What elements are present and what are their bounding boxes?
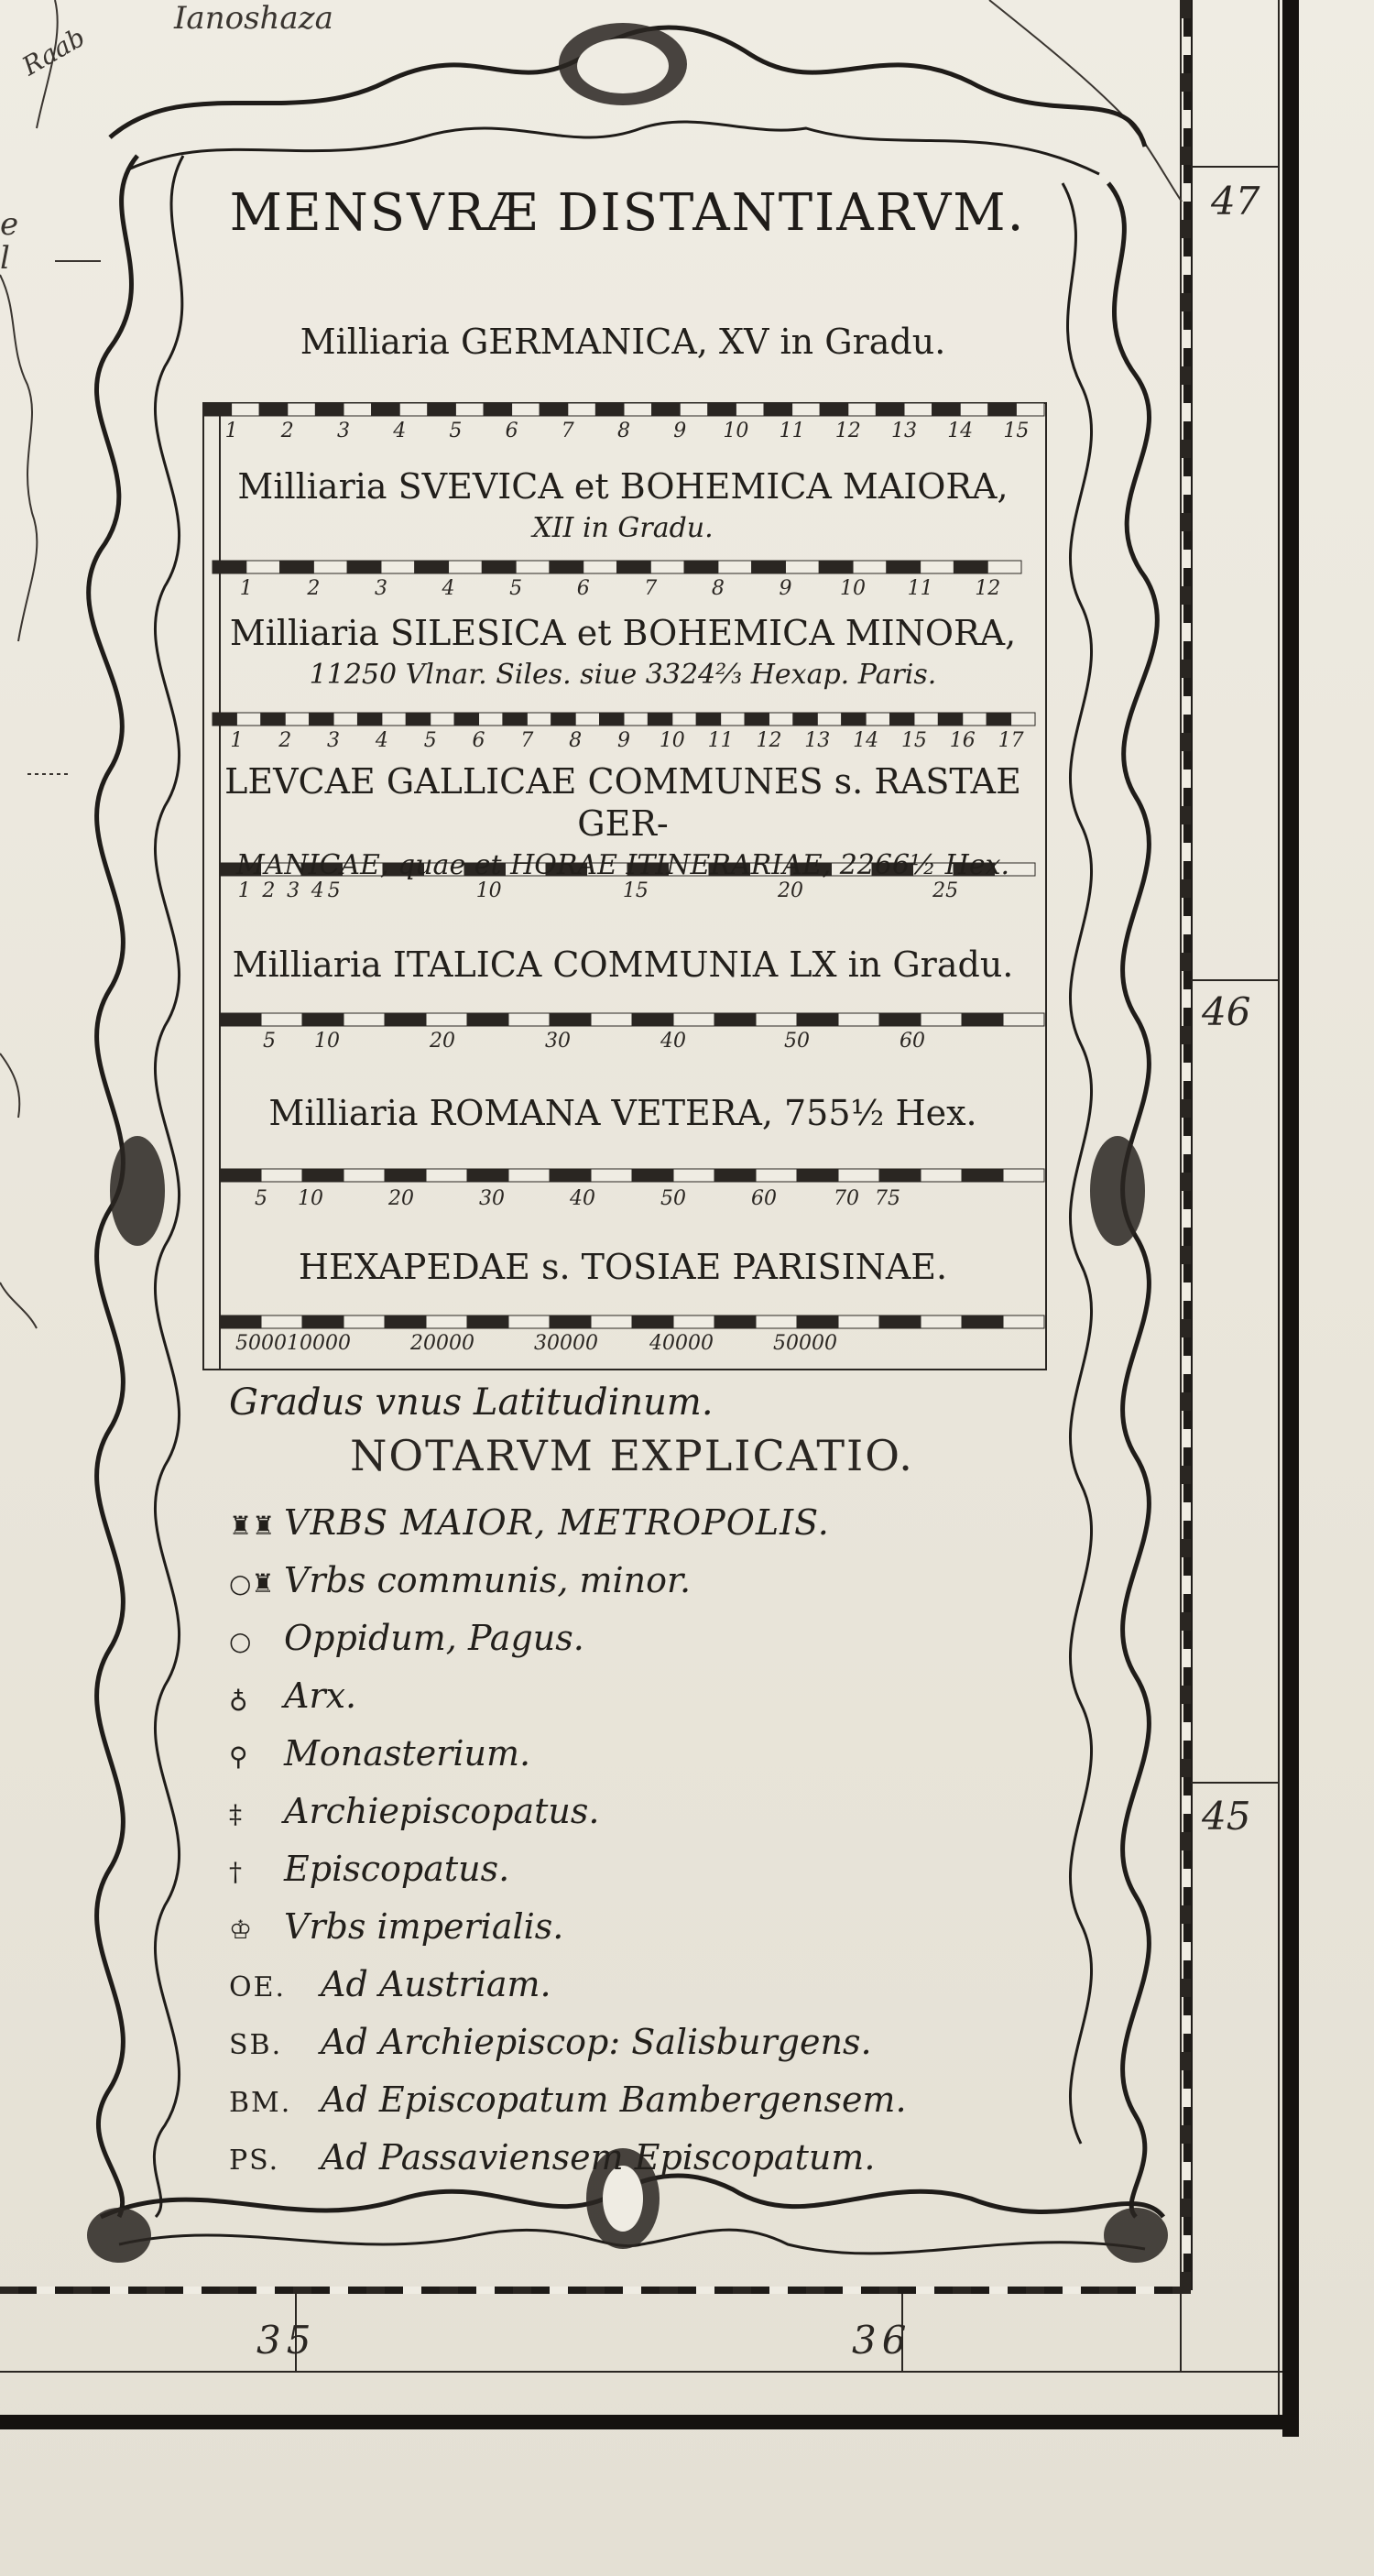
scale-bar-segment	[381, 561, 415, 573]
legend-item	[229, 1675, 356, 1716]
scale-tick-label: 10	[840, 577, 867, 600]
scale-bar-segment	[512, 403, 540, 416]
scale-bar-segment	[617, 561, 651, 573]
scale-tick-label: 50000	[773, 1332, 837, 1355]
scale-bar-segment	[527, 713, 551, 726]
scale-label-line: HEXAPEDAE s. TOSIAE PARISINAE.	[298, 1247, 948, 1287]
scale-tick-label: 5000	[235, 1332, 287, 1355]
scale-bar-segment	[962, 1315, 1003, 1328]
legend-text: Episcopatus.	[284, 1849, 510, 1889]
scale-bar-segment	[842, 713, 866, 726]
scale-label-line: Milliaria SVEVICA et BOHEMICA MAIORA,	[237, 466, 1009, 507]
scale-tick-label: 11	[707, 729, 734, 752]
scale-tick-label: 12	[756, 729, 782, 752]
scale-label-6	[202, 1092, 1044, 1134]
scale-bar-segment	[820, 403, 848, 416]
scale-bar-segment	[838, 1013, 879, 1026]
scale-tick-label: 1	[224, 420, 238, 442]
scale-tick-label: 10	[723, 420, 749, 442]
scale-bar-segment	[797, 1013, 838, 1026]
legend-item	[229, 2137, 875, 2178]
scale-bar-segment	[921, 1013, 962, 1026]
scale-label-line: Milliaria ITALICA COMMUNIA LX in Gradu.	[232, 944, 1014, 985]
scale-tick-label: 3	[374, 577, 387, 600]
scale-bar-segment	[261, 713, 285, 726]
scale-bar-segment	[285, 713, 309, 726]
scale-tick-label: 7	[644, 577, 658, 600]
scale-bar-segment	[428, 403, 456, 416]
legend-symbol: PS.	[229, 2145, 280, 2177]
scale-tick-label: 5	[509, 577, 523, 600]
scale-bar-segment	[261, 1315, 302, 1328]
legend-text: VRBS MAIOR, METROPOLIS.	[284, 1502, 830, 1543]
scale-tick-label: 15	[1003, 420, 1030, 442]
scale-bar-segment	[673, 1169, 714, 1182]
scale-bar-segment	[344, 1013, 385, 1026]
scale-bar-segment	[632, 1013, 673, 1026]
scale-bar-segment	[797, 1315, 838, 1328]
scale-label-line: Milliaria GERMANICA, XV in Gradu.	[300, 322, 946, 362]
scale-tick-label: 30	[545, 1030, 571, 1053]
scale-bar-segment	[932, 403, 961, 416]
scale-tick-label: 60	[900, 1030, 925, 1053]
scale-tick-label: 20	[388, 1187, 414, 1210]
legend-item	[229, 1791, 599, 1831]
scale-bar-segment	[385, 1013, 426, 1026]
scale-tick-label: 30000	[534, 1332, 598, 1355]
scale-bar-segment	[756, 1013, 797, 1026]
legend-item	[229, 1618, 584, 1658]
scale-tick-label: 5	[327, 879, 341, 902]
scale-bar-segment	[963, 713, 987, 726]
scale-bar-segment	[879, 1169, 921, 1182]
scale-bar-segment	[455, 403, 484, 416]
scale-bar-segment	[600, 713, 624, 726]
scale-bar-segment	[745, 713, 769, 726]
map-label-janoshaza: Ianoshaza	[174, 0, 333, 37]
cartouche-title: MENSVRÆ DISTANTIARVM.	[229, 183, 1026, 243]
scale-bar-segment	[921, 1315, 962, 1328]
scale-bar-segment	[550, 1315, 591, 1328]
scale-bar-segment	[962, 1169, 1003, 1182]
scale-tick-label: 4	[393, 420, 407, 442]
legend-symbol: ‡	[229, 1799, 242, 1829]
scale-tick-label: 11	[779, 420, 805, 442]
legend-symbol: ○	[229, 1626, 252, 1656]
scale-bar-segment	[540, 403, 568, 416]
legend-item	[229, 1502, 830, 1543]
scale-tick-label: 12	[834, 420, 861, 442]
scale-tick-label: 50	[784, 1030, 810, 1053]
scale-tick-label: 3	[287, 879, 300, 902]
scale-tick-label: 10	[475, 879, 502, 902]
scale-tick-label: 25	[932, 879, 959, 902]
legend-text: Archiepiscopatus.	[284, 1791, 600, 1831]
map-label-edge-l: l	[0, 240, 10, 277]
scale-tick-label: 40000	[649, 1332, 714, 1355]
scale-bar-segment	[385, 1169, 426, 1182]
map-label-edge-e: e	[0, 206, 19, 243]
scale-bar-segment	[673, 1013, 714, 1026]
scale-bar-segment	[714, 1315, 756, 1328]
scale-bar-segment	[220, 1169, 261, 1182]
scale-bar-segment	[652, 403, 681, 416]
scale-tick-label: 8	[711, 577, 725, 600]
scale-bar-segment	[591, 1013, 632, 1026]
scale-tick-label: 1	[237, 879, 251, 902]
scale-bar-segment	[756, 1315, 797, 1328]
scale-bar-segment	[575, 713, 599, 726]
scale-tick-label: 10	[298, 1187, 323, 1210]
scale-bar-segment	[344, 1315, 385, 1328]
scale-bar-segment	[987, 713, 1010, 726]
scale-bar-segment	[516, 561, 550, 573]
latitude-label-47: 47	[1211, 179, 1260, 224]
scale-tick-label: 16	[949, 729, 976, 752]
scale-bar-segment	[454, 713, 478, 726]
scale-tick-label: 50	[660, 1187, 686, 1210]
map-border-right-heavy	[1282, 0, 1299, 2437]
scale-bar-segment	[838, 1315, 879, 1328]
scale-bar-segment	[764, 403, 792, 416]
scale-bar-segment	[792, 403, 821, 416]
scale-tick-label: 2	[280, 420, 294, 442]
legend-item	[229, 2079, 907, 2120]
scale-tick-label: 7	[520, 729, 534, 752]
scale-bar-segment	[426, 1315, 467, 1328]
map-label-raab: Raab	[16, 21, 91, 82]
scale-bar-segment	[962, 1013, 1003, 1026]
scale-tick-label: 9	[673, 420, 687, 442]
scale-tick-label: 6	[576, 577, 590, 600]
scale-tick-label: 70	[834, 1187, 859, 1210]
scale-label-7	[202, 1246, 1044, 1288]
scale-bar-segment	[406, 713, 430, 726]
scale-tick-label: 5	[423, 729, 437, 752]
scale-bar-segment	[315, 403, 344, 416]
scale-tick-label: 14	[947, 420, 974, 442]
scale-bar-segment	[960, 403, 988, 416]
scale-bar-segment	[357, 713, 381, 726]
scale-bar-segment	[914, 713, 938, 726]
scale-bar-segment	[819, 561, 853, 573]
scale-bar-segment	[302, 1315, 344, 1328]
scale-label-1	[202, 321, 1044, 363]
scale-bar-segment	[261, 1169, 302, 1182]
scale-bar-segment	[482, 561, 516, 573]
scale-tick-label: 9	[617, 729, 630, 752]
scale-bar-segment	[988, 403, 1017, 416]
legend-item	[229, 1849, 509, 1889]
scale-bar-segment	[236, 713, 260, 726]
scale-bar-segment	[591, 1315, 632, 1328]
scale-bar-segment	[310, 713, 333, 726]
scale-tick-label: 17	[998, 729, 1024, 752]
legend-text: Ad Passaviensem Episcopatum.	[321, 2137, 876, 2178]
scale-bar-segment	[568, 403, 596, 416]
scale-tick-label: 10	[659, 729, 685, 752]
scale-bar-segment	[680, 403, 708, 416]
scale-label-line: Milliaria ROMANA VETERA, 755½ Hex.	[268, 1093, 977, 1133]
scale-bar-segment	[673, 1315, 714, 1328]
latitude-label-46: 46	[1202, 989, 1251, 1034]
scale-bar-segment	[938, 713, 962, 726]
scale-bar-segment	[672, 713, 696, 726]
scale-bar-segment	[785, 561, 819, 573]
scale-bar-segment	[503, 713, 527, 726]
latitude-label-45: 45	[1202, 1794, 1251, 1839]
scale-bar-segment	[1016, 403, 1044, 416]
scale-tick-label: 12	[975, 577, 1001, 600]
scale-bar-segment	[848, 403, 877, 416]
degree-note: Gradus vnus Latitudinum.	[229, 1381, 714, 1424]
scale-bar-segment	[333, 713, 357, 726]
scale-label-line: LEVCAE GALLICAE COMMUNES s. RASTAE GER-	[224, 761, 1021, 844]
scale-bar-segment	[213, 561, 246, 573]
scale-tick-label: 10	[314, 1030, 340, 1053]
scale-label-line: XII in Gradu.	[532, 512, 714, 544]
scale-bar-segment	[793, 713, 817, 726]
scale-bar-segment	[415, 561, 449, 573]
scale-tick-label: 8	[569, 729, 583, 752]
scale-bar-segment	[550, 561, 583, 573]
scale-tick-label: 13	[891, 420, 917, 442]
scale-bar-segment	[756, 1169, 797, 1182]
scale-bar-segment	[449, 561, 483, 573]
scale-bar-segment	[714, 1013, 756, 1026]
legend-text: Monasterium.	[284, 1733, 531, 1774]
scale-bar-segment	[1003, 1169, 1044, 1182]
scale-tick-label: 30	[479, 1187, 505, 1210]
map-border-bottom-heavy	[0, 2415, 1299, 2429]
scale-bar-segment	[797, 1169, 838, 1182]
scale-label-5	[202, 944, 1044, 986]
map-border-right-thin	[1180, 0, 1182, 2373]
scale-bar-segment	[890, 713, 914, 726]
scale-tick-label: 40	[570, 1187, 595, 1210]
scale-bar-segment	[752, 561, 786, 573]
scale-bar-segment	[431, 713, 454, 726]
scale-bar-segment	[385, 1315, 426, 1328]
scale-tick-label: 1	[230, 729, 244, 752]
scale-bar-segment	[708, 403, 736, 416]
longitude-label-36: 36	[852, 2318, 912, 2363]
scale-bar-segment	[624, 713, 648, 726]
scale-bar-segment	[344, 1169, 385, 1182]
scale-bar-segment	[632, 1169, 673, 1182]
legend-symbol: SB.	[229, 2029, 283, 2061]
scale-bar-segment	[650, 561, 684, 573]
scale-bar-segment	[344, 403, 372, 416]
scale-tick-label: 7	[561, 420, 574, 442]
scale-bar-segment	[879, 1013, 921, 1026]
scale-tick-label: 6	[472, 729, 485, 752]
scale-tick-label: 5	[263, 1030, 276, 1053]
scale-tick-label: 20	[778, 879, 803, 902]
scale-bar-segment	[921, 561, 954, 573]
scale-bar-segment	[508, 1315, 550, 1328]
scale-bar-segment	[302, 1013, 344, 1026]
scale-bar-segment	[696, 713, 720, 726]
legend-symbol: OE.	[229, 1971, 287, 2003]
scale-bar-segment	[220, 1013, 261, 1026]
scale-bar-segment	[550, 1169, 591, 1182]
scale-bar-segment	[736, 403, 764, 416]
legend-item	[229, 1733, 530, 1774]
scale-bar-segment	[399, 403, 428, 416]
scale-bar-segment	[718, 561, 752, 573]
scale-bar-segment	[551, 713, 575, 726]
scale-label-2	[202, 465, 1044, 550]
scale-tick-label: 9	[779, 577, 792, 600]
legend-symbol: ♔	[229, 1915, 253, 1945]
scale-bar-segment	[288, 403, 316, 416]
scale-bar-segment	[426, 1013, 467, 1026]
scale-bar-segment	[313, 561, 347, 573]
scale-label-line: Milliaria SILESICA et BOHEMICA MINORA,	[229, 613, 1017, 653]
scale-bar-segment	[987, 561, 1021, 573]
scale-bar-segment	[632, 1315, 673, 1328]
scale-tick-label: 11	[907, 577, 933, 600]
legend-symbol: ♜♜	[229, 1511, 276, 1541]
legend-text: Oppidum, Pagus.	[284, 1618, 584, 1658]
scale-bar-segment	[904, 403, 932, 416]
scale-label-3	[202, 612, 1044, 696]
legend-item	[229, 2022, 872, 2062]
scale-bar-segment	[550, 1013, 591, 1026]
scale-tick-label: 5	[255, 1187, 267, 1210]
scale-bar-segment	[246, 561, 280, 573]
legend-symbol: BM.	[229, 2087, 292, 2119]
scale-bar-segment	[484, 403, 512, 416]
scale-tick-label: 15	[900, 729, 927, 752]
scale-bar-segment	[382, 713, 406, 726]
scale-bar-segment	[259, 403, 288, 416]
scale-tick-label: 75	[875, 1187, 900, 1210]
scale-label-line: MANICAE, quae et HORAE ITINERARIAE, 2266½ Hex.	[235, 849, 1010, 881]
scale-bar-segment	[1003, 1315, 1044, 1328]
legend-text: Ad Austriam.	[321, 1964, 551, 2004]
scale-bar-segment	[1003, 1013, 1044, 1026]
scale-bar-segment	[879, 1315, 921, 1328]
scale-bar-segment	[372, 403, 400, 416]
scale-bar-segment	[280, 561, 314, 573]
legend-symbol: ⚲	[229, 1741, 248, 1772]
scale-bar-segment	[467, 1315, 508, 1328]
scale-bar-segment	[261, 1013, 302, 1026]
scale-tick-label: 20	[430, 1030, 455, 1053]
latitude-scale-bar	[1182, 0, 1191, 2290]
scale-bar-segment	[714, 1169, 756, 1182]
scale-bar-segment	[213, 713, 236, 726]
scale-tick-label: 60	[751, 1187, 777, 1210]
scale-bar-segment	[721, 713, 745, 726]
scale-tick-label: 10000	[287, 1332, 351, 1355]
scale-tick-label: 2	[262, 879, 276, 902]
scale-bar-segment	[508, 1013, 550, 1026]
scale-bar-segment	[838, 1169, 879, 1182]
scale-bar-segment	[479, 713, 503, 726]
scale-bar-segment	[853, 561, 887, 573]
scale-tick-label: 14	[853, 729, 879, 752]
scale-bar-segment	[769, 713, 792, 726]
scale-tick-label: 6	[505, 420, 518, 442]
scale-tick-label: 2	[307, 577, 321, 600]
legend-symbol: ♁	[229, 1684, 248, 1714]
scale-label-4	[202, 760, 1044, 887]
scale-bar-segment	[347, 561, 381, 573]
legend-text: Ad Archiepiscop: Salisburgens.	[321, 2022, 872, 2062]
scale-bar-segment	[648, 713, 671, 726]
scale-bar-segment	[921, 1169, 962, 1182]
scale-bar-segment	[426, 1169, 467, 1182]
scale-tick-label: 4	[375, 729, 388, 752]
scale-bar-segment	[591, 1169, 632, 1182]
scale-bar-segment	[220, 1315, 261, 1328]
scale-bar-segment	[203, 403, 232, 416]
scale-bar-segment	[1011, 713, 1035, 726]
scale-tick-label: 2	[278, 729, 292, 752]
scale-bar-segment	[684, 561, 718, 573]
scale-bar-segment	[624, 403, 652, 416]
scale-label-line: 11250 Vlnar. Siles. siue 3324⅔ Hexap. Paris.	[309, 659, 937, 691]
legend-symbol: ○♜	[229, 1568, 275, 1599]
scale-bar-segment	[887, 561, 921, 573]
scale-tick-label: 15	[622, 879, 649, 902]
legend-title: NOTARVM EXPLICATIO.	[350, 1431, 914, 1480]
scale-tick-label: 3	[327, 729, 341, 752]
legend-text: Ad Episcopatum Bambergensem.	[321, 2079, 907, 2120]
scale-bar-segment	[467, 1013, 508, 1026]
scale-tick-label: 1	[239, 577, 253, 600]
scale-bar-segment	[508, 1169, 550, 1182]
scale-bar-segment	[866, 713, 889, 726]
scale-tick-label: 20000	[410, 1332, 474, 1355]
scale-tick-label: 13	[804, 729, 831, 752]
legend-text: Vrbs imperialis.	[284, 1906, 564, 1947]
scale-tick-label: 4	[442, 577, 455, 600]
legend-item	[229, 1560, 691, 1600]
longitude-label-35: 35	[256, 2318, 317, 2363]
scale-tick-label: 5	[449, 420, 463, 442]
legend-item	[229, 1964, 551, 2004]
scale-bar-segment	[817, 713, 841, 726]
scale-bar-segment	[232, 403, 260, 416]
legend-item	[229, 1906, 563, 1947]
scale-tick-label: 40	[660, 1030, 686, 1053]
scale-bar-segment	[876, 403, 904, 416]
scale-bar-segment	[583, 561, 617, 573]
scale-bar-segment	[954, 561, 987, 573]
legend-text: Arx.	[284, 1675, 357, 1716]
scale-tick-label: 8	[617, 420, 630, 442]
scale-tick-label: 4	[311, 879, 324, 902]
scale-bar-segment	[302, 1169, 344, 1182]
legend-symbol: †	[229, 1857, 242, 1887]
legend-text: Vrbs communis, minor.	[284, 1560, 692, 1600]
scale-bar-segment	[467, 1169, 508, 1182]
scale-bar-segment	[595, 403, 624, 416]
scale-tick-label: 3	[337, 420, 350, 442]
